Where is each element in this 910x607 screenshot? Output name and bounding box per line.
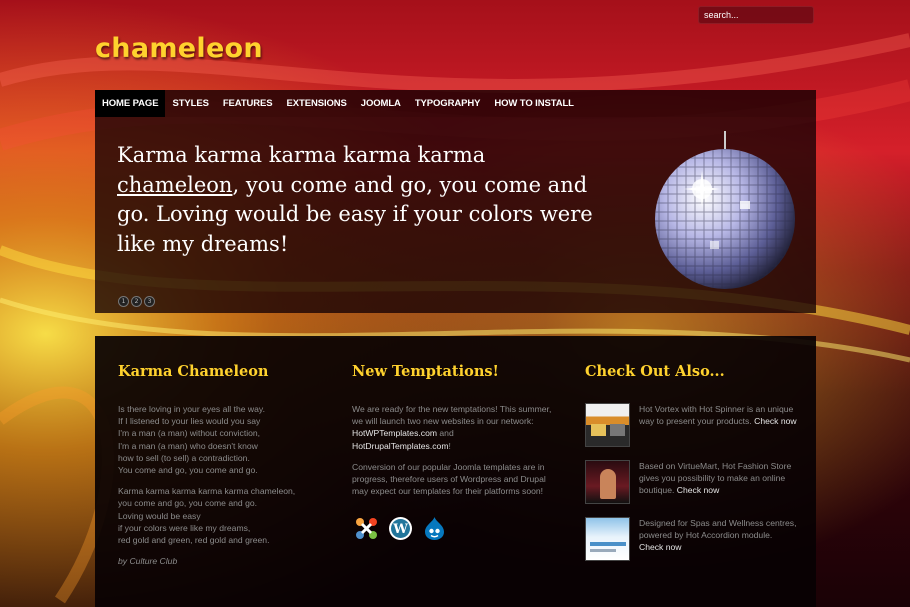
nav-item-extensions[interactable]: EXTENSIONS [286,98,347,109]
column-title: Check Out Also... [585,363,725,380]
promo-thumbnail[interactable] [585,517,630,561]
conversion-paragraph: Conversion of our popular Joomla templates are in progress, therefore users of Wordpress and Drupal may expect our templates for their platforms soon! [352,461,546,497]
platform-icons [354,516,447,541]
nav-item-typography[interactable]: TYPOGRAPHY [414,98,481,109]
site-logo[interactable]: chameleon [95,33,263,64]
hotwptemplates-link[interactable]: HotWPTemplates.com [352,428,438,439]
lyrics-paragraph: Karma karma karma karma karma chameleon, you come and go, you come and go. Loving would be easy if your colors were like my dreams, red gold and green, red gold and green. [118,486,296,546]
lyrics-paragraph: Is there loving in your eyes all the way. If I listened to your lies would you say I'm a man (a man) without conviction, I'm a man (a man) who doesn't know how to sell (to sell) a contradiction. You come and go, you come and go. [118,404,265,476]
check-now-link[interactable]: Check now [639,542,682,553]
joomla-icon[interactable] [354,516,379,541]
column-title: New Temptations! [352,363,499,380]
nav-item-features[interactable]: FEATURES [222,98,273,109]
announcement-paragraph: We are ready for the new temptations! This summer, we will launch two new websites in our network: HotWPTemplates.com and HotDrupalTemplates.com! [352,404,552,451]
check-now-link[interactable]: Check now [676,485,720,496]
content-area [95,336,816,607]
drupal-icon[interactable] [422,516,447,541]
slide-pager-dot[interactable]: 1 [118,296,129,307]
svg-text:W: W [393,522,408,537]
promo-thumbnail[interactable] [585,403,630,447]
slide-link[interactable]: chameleon [117,172,233,197]
slideshow [95,117,816,313]
nav-item-joomla[interactable]: JOOMLA [360,98,401,109]
promo-item [585,460,805,506]
nav-item-how-to-install[interactable]: HOW TO INSTALL [494,98,574,109]
check-now-link[interactable]: Check now [754,416,797,427]
disco-ball-image [650,131,800,291]
slide-text-part: Karma karma karma karma karma [117,143,486,167]
promo-thumbnail[interactable] [585,460,630,504]
slide-pager [118,296,155,307]
promo-text: Based on VirtueMart, Hot Fashion Store gives you possibility to make an online boutique. Check now [639,461,792,496]
search-input[interactable] [698,6,814,24]
slide-pager-dot[interactable]: 3 [144,296,155,307]
slide-text-part: , you come and go, you come and go. Loving would be easy if your colors were like my dreams! [117,172,593,256]
promo-text: Designed for Spas and Wellness centres, powered by Hot Accordion module. Check now [639,518,797,553]
nav-item-home-page[interactable]: HOME PAGE [95,90,165,117]
hotdrupaltemplates-link[interactable]: HotDrupalTemplates.com [352,440,449,451]
slide-text [117,141,607,259]
slide-pager-dot[interactable]: 2 [131,296,142,307]
lyrics-credit: by Culture Club [118,556,178,567]
promo-item [585,403,805,449]
nav-item-styles[interactable]: STYLES [172,98,209,109]
wordpress-icon[interactable] [388,516,413,541]
column-title: Karma Chameleon [118,363,269,380]
promo-item [585,517,805,563]
promo-text: Hot Vortex with Hot Spinner is an unique way to present your products. Check now [639,404,797,427]
main-nav [95,90,816,117]
